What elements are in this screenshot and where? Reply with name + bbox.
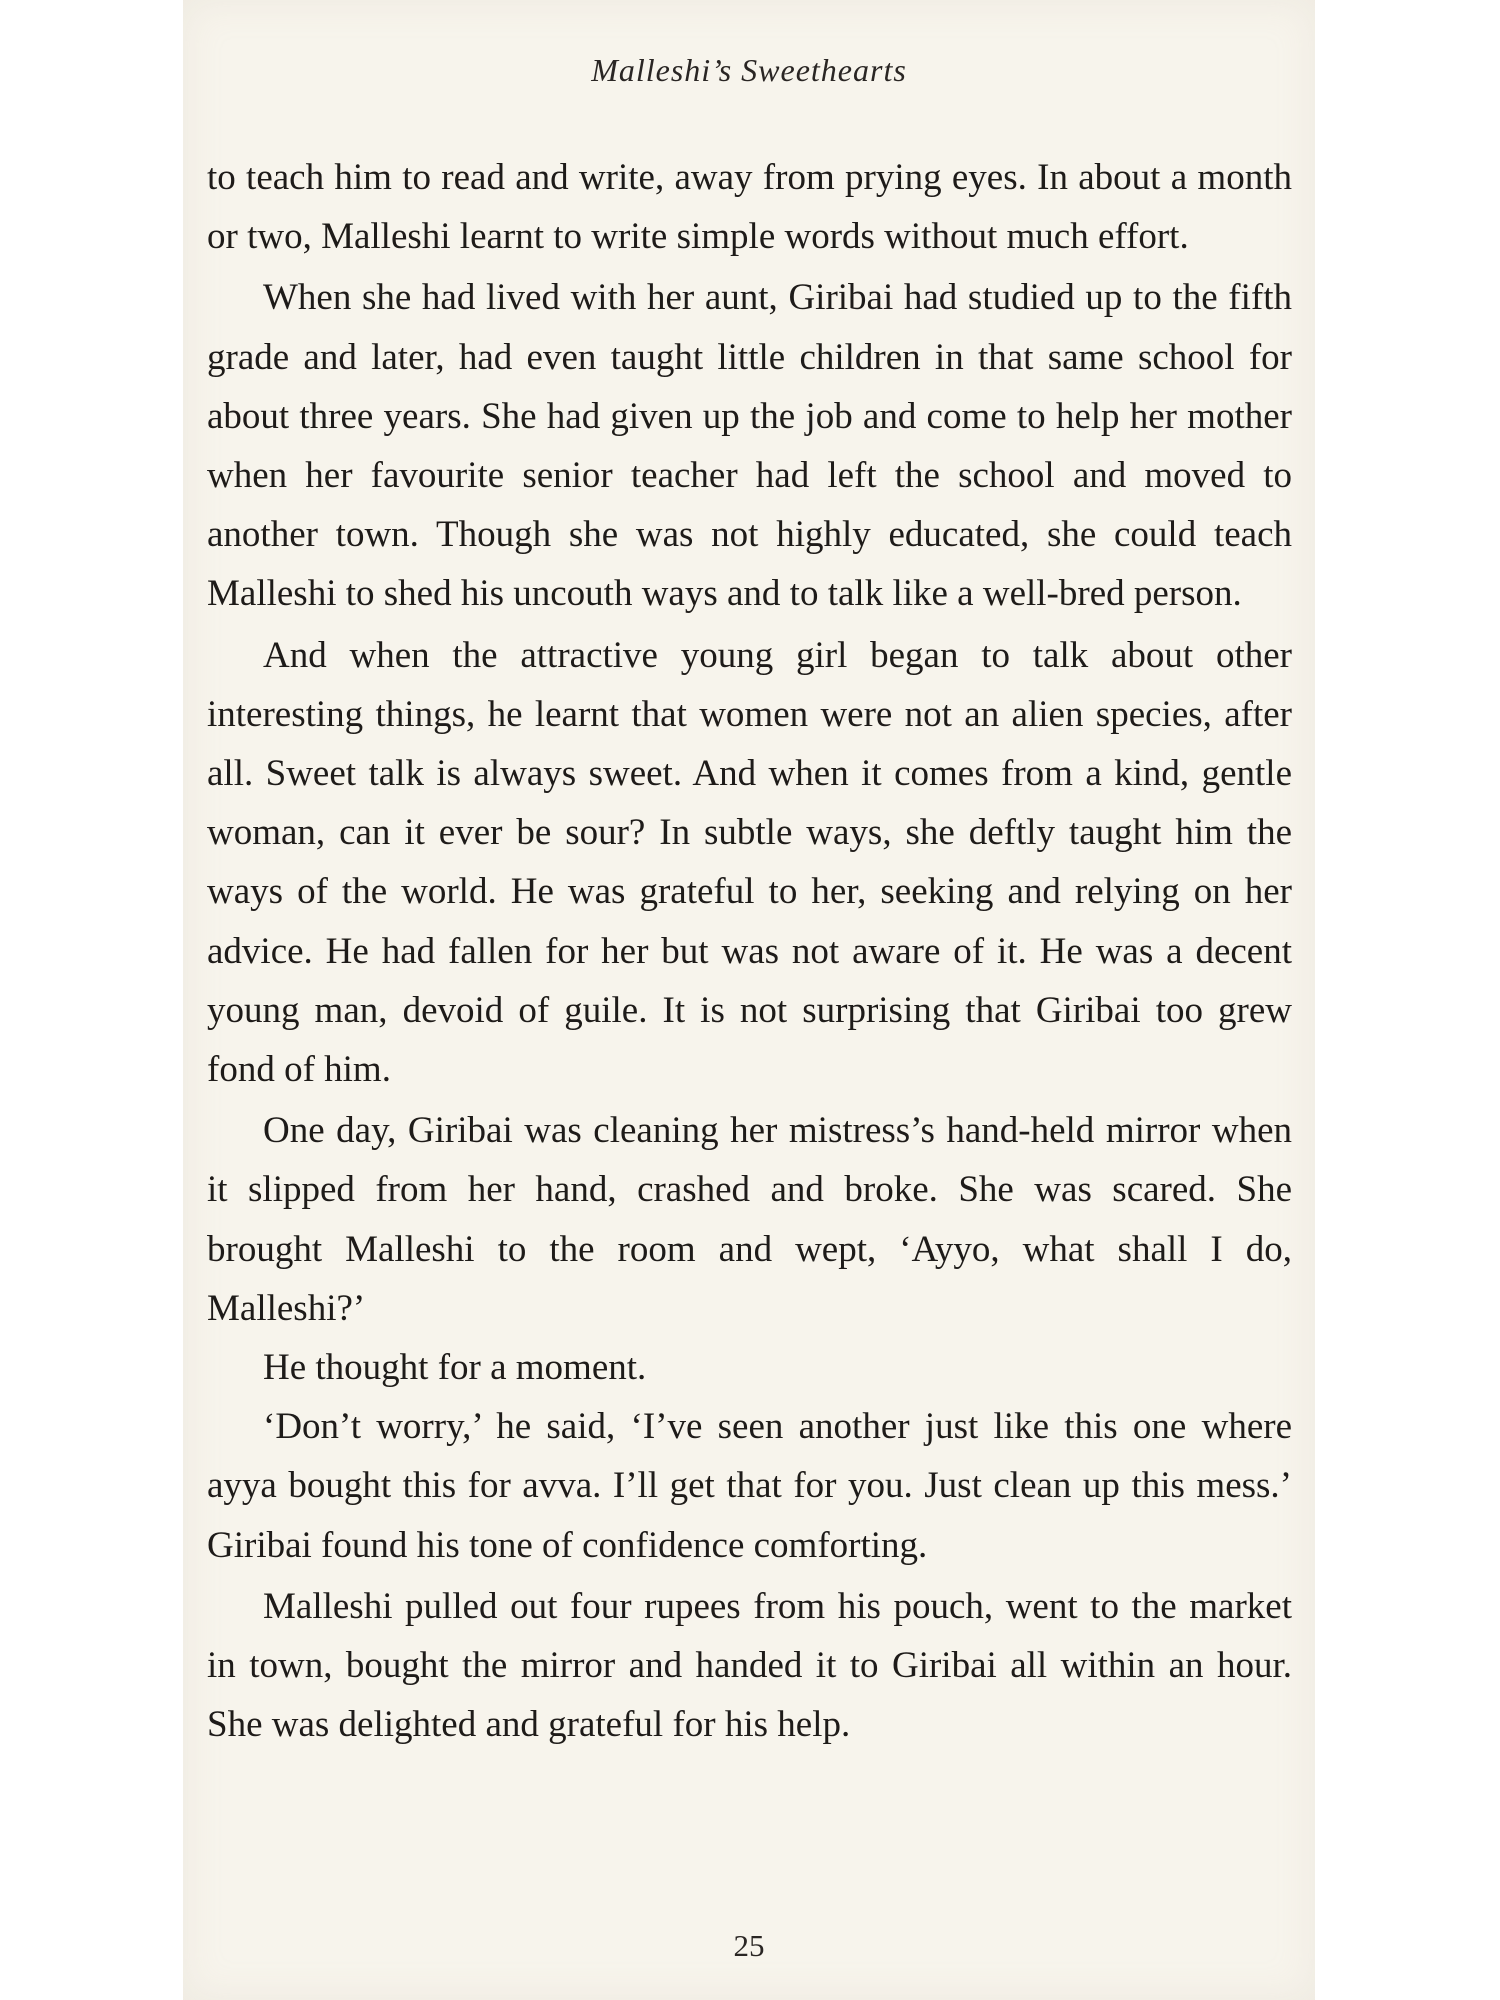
paragraph-4: One day, Giribai was cleaning her mistress’s hand-held mirror when it slipped from her hand, crashed and broke. She was scared. She brought Malleshi to the room and wept, ‘Ayyo, what shall I do, Malleshi?’ [207,1110,1292,1329]
paragraph-6: ‘Don’t worry,’ he said, ‘I’ve seen another just like this one where ayya bought this for avva. I’ll get that for you. Just clean up this mess.’ Giribai found his tone of confidence comforting. [207,1406,1292,1566]
running-title: Malleshi’s Sweethearts [591,52,907,88]
book-page [183,0,1315,2000]
paragraph-5: He thought for a moment. [263,1347,647,1389]
body-text [207,148,1292,1754]
page-number: 25 [733,1928,765,1963]
paragraph-3: And when the attractive young girl began to talk about other interesting things, he learnt that women were not an alien species, after all. Sweet talk is always sweet. And when it comes from a kind, gentle woman, can it ever be sour? In subtle ways, she deftly taught him the ways of the world. He was grateful to her, seeking and relying on her advice. He had fallen for her but was not aware of it. He was a decent young man, devoid of guile. It is not surprising that Giribai too grew fond of him. [207,634,1292,1091]
paragraph-7: Malleshi pulled out four rupees from his pouch, went to the market in town, bought the mirror and handed it to Giribai all within an hour. She was delighted and grateful for his help. [207,1585,1292,1746]
paragraph-1: to teach him to read and write, away from prying eyes. In about a month or two, Malleshi learnt to write simple words without much effort. [207,157,1292,258]
paragraph-2: When she had lived with her aunt, Giribai had studied up to the fifth grade and later, had even taught little children in that same school for about three years. She had given up the job and come to help her mother when her favourite senior teacher had left the school and moved to another town. Though she was not highly educated, she could teach Malleshi to shed his uncouth ways and to talk like a well-bred person. [207,277,1292,615]
